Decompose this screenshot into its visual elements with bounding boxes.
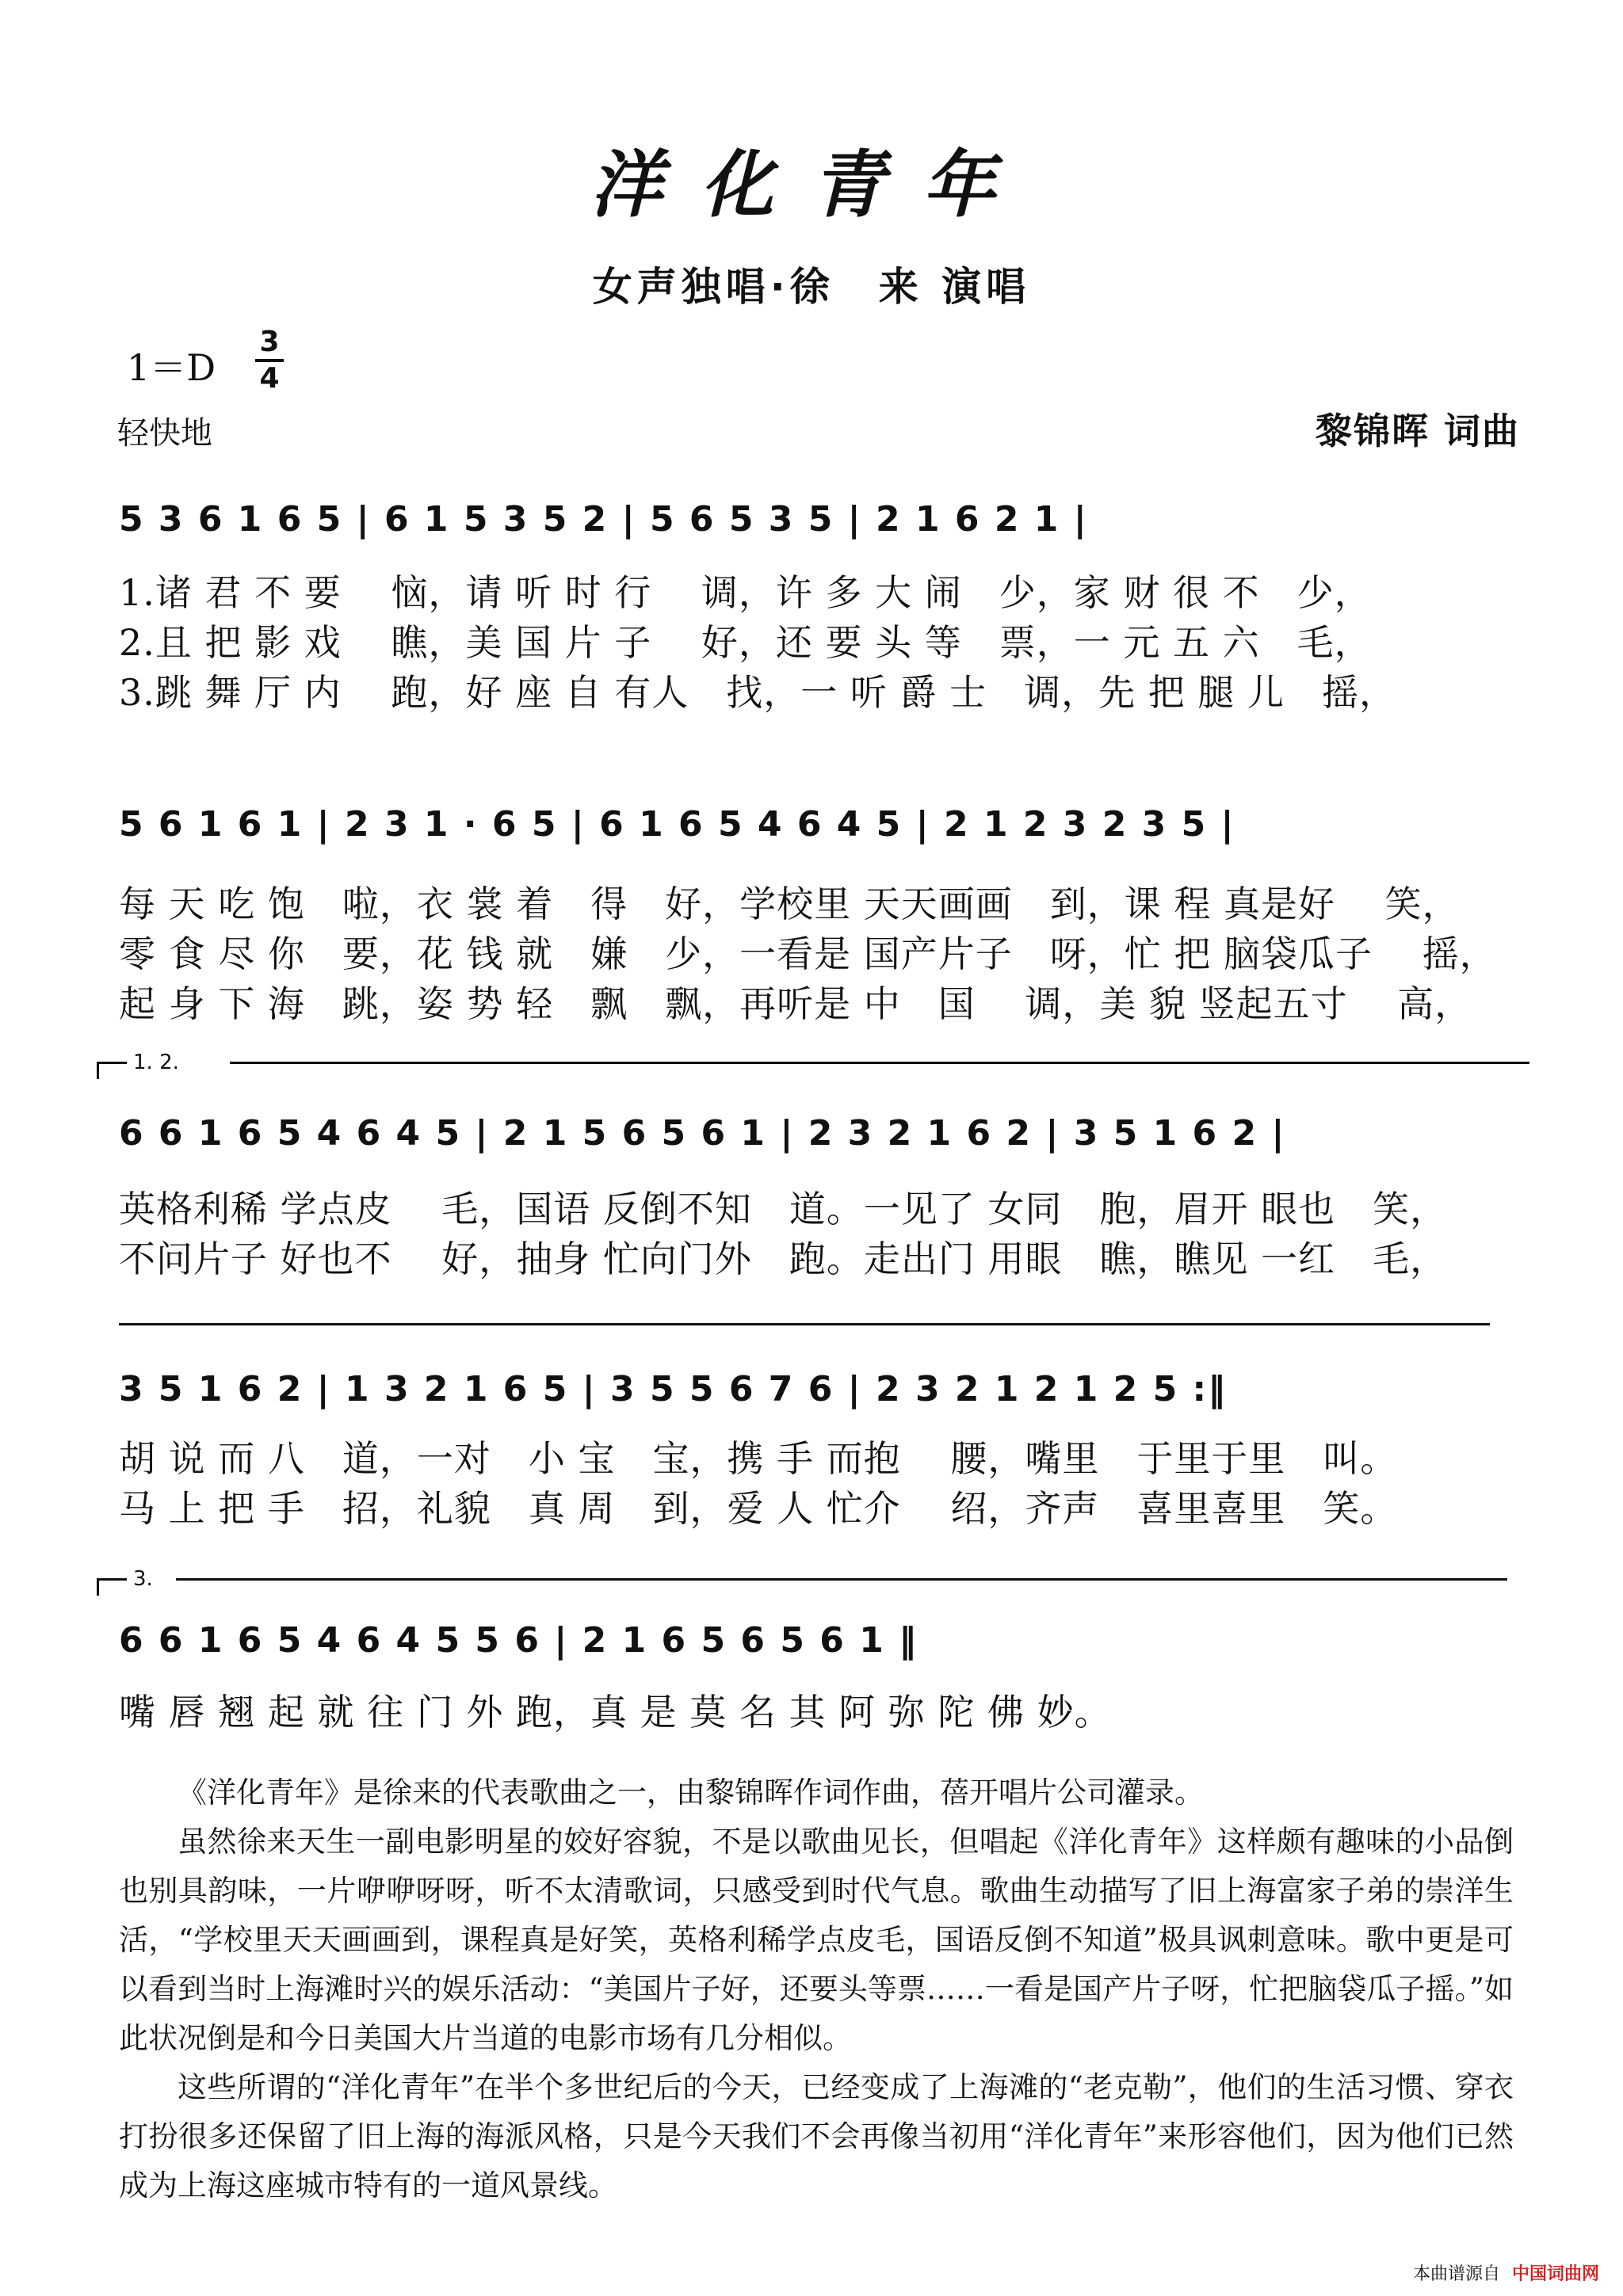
lyric-line: 英格利稀 学点皮 毛，国语 反倒不知 道。一见了 女同 胞，眉开 眼也 笑，: [119, 1188, 1448, 1230]
staff-separator: [119, 1323, 1490, 1325]
composer-credit: 黎锦晖 词曲: [1315, 410, 1520, 452]
notes-line-4: 3 5 1 6 2 | 1 3 2 1 6 5 | 3 5 5 6 7 6 | 2 3 2 1 2 1 2 5 :‖: [119, 1369, 1228, 1409]
time-signature: [255, 326, 284, 395]
notes-line-2: 5 6 1 6 1 | 2 3 1 · 6 5 | 6 1 6 5 4 6 4 5 | 2 1 2 3 2 3 5 |: [119, 804, 1235, 845]
lyric-line: 嘴 唇 翘 起 就 往 门 外 跑，真 是 莫 名 其 阿 弥 陀 佛 妙。: [119, 1691, 1112, 1733]
article-paragraph: 虽然徐来天生一副电影明星的姣好容貌，不是以歌曲见长，但唱起《洋化青年》这样颇有趣味的小品倒也别具韵味，一片咿咿呀呀，听不太清歌词，只感受到时代气息。歌曲生动描写了旧上海富家子弟的崇洋生活，“学校里天天画画到，课程真是好笑，英格利稀学点皮毛，国语反倒不知道”极具讽刺意味。歌中更是可以看到当时上海滩时兴的娱乐活动：“美国片子好，还要头等票……一看是国产片子呀，忙把脑袋瓜子摇。”如此状况倒是和今日美国大片当道的电影市场有几分相似。: [119, 1825, 1514, 2055]
article-text: [119, 1768, 1514, 2210]
lyric-line: 马 上 把 手 招，礼貌 真 周 到，爱 人 忙介 绍，齐声 喜里喜里 笑。: [119, 1487, 1398, 1530]
lyric-line: 起 身 下 海 跳，姿 势 轻 飘 飘，再听是 中 国 调，美 貌 竖起五寸 高，: [119, 982, 1472, 1025]
volta-line: [97, 1578, 127, 1581]
article-paragraph: 《洋化青年》是徐来的代表歌曲之一，由黎锦晖作词作曲，蓓开唱片公司灌录。: [178, 1775, 1204, 1810]
footer-site-link[interactable]: 中国词曲网: [1511, 2264, 1599, 2284]
notes-line-3: 6 6 1 6 5 4 6 4 5 | 2 1 5 6 5 6 1 | 2 3 2 1 6 2 | 3 5 1 6 2 |: [119, 1113, 1286, 1154]
lyric-line: 3.跳 舞 厅 内 跑，好 座 自 有人 找，一 听 爵 士 调，先 把 腿 儿 摇，: [119, 671, 1396, 714]
meter-bottom: 4: [259, 362, 280, 395]
notes-line-1: 5 3 6 1 6 5 | 6 1 5 3 5 2 | 5 6 5 3 5 | 2 1 6 2 1 |: [119, 499, 1088, 540]
footer-credit: [1413, 2260, 1599, 2285]
volta-line: [97, 1062, 127, 1064]
volta-line: [176, 1578, 1507, 1581]
performer-subtitle: 女声独唱·徐 来 演唱: [592, 264, 1031, 310]
volta-label: 1. 2.: [133, 1051, 179, 1074]
footer-source: 本曲谱源自: [1412, 2264, 1500, 2284]
volta-label: 3.: [133, 1567, 153, 1591]
volta-line: [230, 1062, 1529, 1064]
tempo-marking: 轻快地: [117, 415, 212, 452]
lyric-line: 零 食 尽 你 要，花 钱 就 嫌 少，一看是 国产片子 呀，忙 把 脑袋瓜子 摇，: [119, 933, 1497, 975]
lyric-line: 2.且 把 影 戏 瞧，美 国 片 子 好，还 要 头 等 票，一 元 五 六 毛，: [119, 621, 1372, 664]
notes-line-5: 6 6 1 6 5 4 6 4 5 5 6 | 2 1 6 5 6 5 6 1 ‖: [119, 1620, 918, 1661]
article-paragraph: 这些所谓的“洋化青年”在半个多世纪后的今天，已经变成了上海滩的“老克勒”，他们的生活习惯、穿衣打扮很多还保留了旧上海的海派风格，只是今天我们不会再像当初用“洋化青年”来形容他们，因为他们已然成为上海这座城市特有的一道风景线。: [119, 2070, 1514, 2203]
song-title: 洋化青年: [589, 142, 1033, 227]
lyric-line: 不问片子 好也不 好，抽身 忙向门外 跑。走出门 用眼 瞧，瞧见 一红 毛，: [119, 1238, 1448, 1280]
lyric-line: 胡 说 而 八 道，一对 小 宝 宝，携 手 而抱 腰，嘴里 于里于里 叫。: [119, 1437, 1398, 1480]
lyric-line: 每 天 吃 饱 啦，衣 裳 着 得 好，学校里 天天画画 到，课 程 真是好 笑，: [119, 883, 1460, 925]
lyric-line: 1.诸 君 不 要 恼，请 听 时 行 调，许 多 大 闹 少，家 财 很 不 少，: [119, 571, 1372, 614]
volta-bracket: [97, 1062, 99, 1079]
key-signature: 1＝D: [127, 346, 216, 389]
meter-top: 3: [259, 326, 280, 358]
volta-bracket: [97, 1578, 99, 1596]
